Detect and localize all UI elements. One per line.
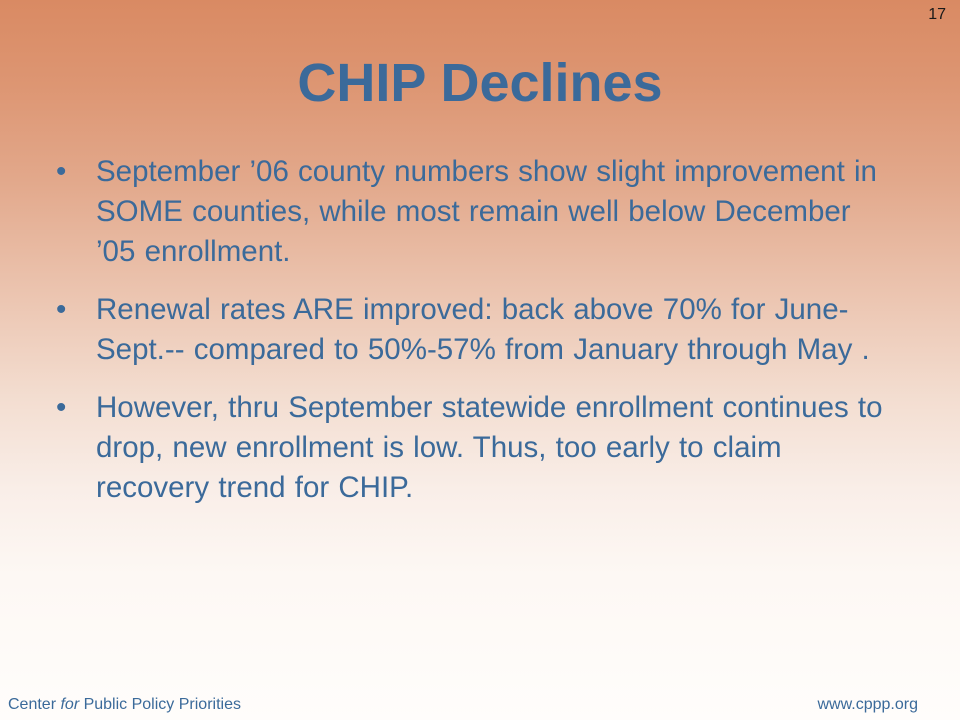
footer-org-for: for <box>60 696 80 713</box>
bullet-item <box>56 290 886 370</box>
bullet-icon: • <box>56 155 67 188</box>
bullet-icon: • <box>56 391 67 424</box>
bullet-text: Renewal rates ARE improved: back above 70% for June-Sept.-- compared to 50%-57% from January through May . <box>96 293 870 366</box>
bullet-text: However, thru September statewide enrollment continues to drop, new enrollment is low. Thus, too early to claim recovery trend for CHIP. <box>96 391 883 504</box>
bullet-item <box>56 152 886 272</box>
footer-org-suffix: Public Policy Priorities <box>79 696 241 713</box>
slide-number: 17 <box>928 6 946 23</box>
footer-website: www.cppp.org <box>817 696 918 713</box>
slide-title: CHIP Declines <box>297 53 663 113</box>
bullet-icon: • <box>56 293 67 326</box>
footer-organization <box>8 696 241 714</box>
bullet-item <box>56 388 886 508</box>
bullet-list <box>56 152 886 526</box>
bullet-text: September ’06 county numbers show slight improvement in SOME counties, while most remain well below December ’05 enrollment. <box>96 155 877 268</box>
footer-org-prefix: Center <box>8 696 61 713</box>
